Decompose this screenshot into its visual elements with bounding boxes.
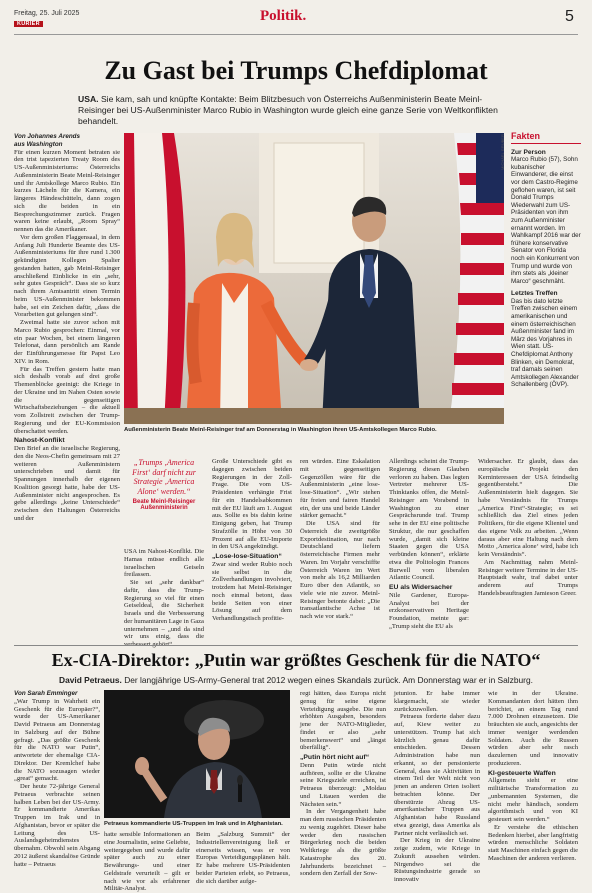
article2-lead: [0, 675, 592, 685]
article2-column-4: [300, 690, 386, 878]
article2-column-1: [14, 690, 100, 868]
paragraph: Die USA sind für Österreich die zweitgrößte Exportdestination, nur nach Deutschland liefern österreichische Firmen mehr Waren. Im Vorjahr verschiffte Österreich Waren im Wert von mehr als 16,2 Milliarden Euro über den Atlantik, so viele wie nie zuvor. Meinl-Reisinger betonte dabei: „Die transatlantische Achse ist nach wie vor stark.“: [300, 520, 380, 620]
paragraph: Für einen kurzen Moment betraten sie den trist tapezierten Treaty Room des US-Außenministeriums: Österreichs Außenministerin Beate Meinl-Reisinger und ihr Amtskollege Marco Rubio. Ein kurzes Lächeln für die Kamera, ein längeres Händeschütteln, dann zogen sich die beiden in ein Besprechungszimmer zurück. Fragen waren keine erlaubt, „Room Spray“ nennen das die Amerikaner.: [14, 148, 120, 233]
article2-lead-tag: David Petraeus.: [59, 675, 122, 685]
issue-date: Freitag, 25. Juli 2025: [14, 10, 80, 17]
petraeus-photo-caption: Petraeus kommandierte US-Truppen im Irak und in Afghanistan.: [104, 821, 283, 827]
paragraph: hatte sensible Informationen an eine Journalistin, seine Geliebte, weitergegeben und wurde dafür später auch zu einer Bewährungs- und einer Geldstrafe verurteilt – gilt er nach wie vor als erfahrener Militär-Analyst.: [104, 831, 190, 893]
paragraph: regt hätten, dass Europa nicht genug für seine eigene Verteidigung ausgebe. Die nun erhöhten Ausgaben, besonders jene der NATO-Mitglieder, findet er also „sehr bemerkenswert“ und „längst überfällig“.: [300, 690, 386, 752]
article2-byline: Von Sarah Emminger: [14, 690, 78, 697]
quote-text: „Trumps ‚America First‘ darf nicht zur Strategie ‚America Alone‘ werden.“: [132, 458, 196, 496]
paragraph: Denn Putin würde nicht aufhören, sollte er die Ukraine seine Kriegsziele erreichen, ist Petraeus überzeugt: „Moldau und Litauen werden die Nächsten sein.“: [300, 761, 386, 808]
article2-column-3: [196, 831, 290, 885]
header-rule: [14, 34, 578, 35]
facts-text-person: Marco Rubio (57), Sohn kubanischer Einwanderer, die einst vor dem Castro-Regime geflohen waren, ist seit Donald Trumps Wiederwahl zum US-Präsidenten von ihm zum Außenminister ernannt worden. Im Wahlkampf 2016 war der frühere konservative Senator von Florida noch ein Konkurrent von Trump und wurde von ihm stets als „kleiner Marco“ geschmäht.: [511, 156, 581, 285]
photo-credit: MICHAEL GRUBER: [500, 134, 505, 170]
page-number: 5: [565, 8, 574, 25]
paragraph: Zweimal hatte sie zuvor schon mit Marco Rubio gesprochen: Einmal, vor ein paar Wochen, bei einem längeren Telefonat, dann persönlich am Rande der Einführungsmesse für Papst Leo XIV. in Rom.: [14, 319, 120, 365]
petraeus-photo: [104, 690, 290, 818]
facts-heading-person: Zur Person: [511, 148, 546, 156]
paragraph: Für das Treffen gestern hatte man sich deshalb vorab auf drei große Themenblöcke geeinigt: die Kriege in der Ukraine und im Nahen Osten sowie die gegenseitigen Wirtschaftsbeziehungen – die aktuell vom Zollstreit zwischen der Trump-Regierung und der EU-Kommission überschattet werden.: [14, 365, 120, 435]
paragraph: Er verstehe die ethischen Bedenken hierbei, aber langfristig würden menschliche Soldaten statt Maschinen einfach gegen die Maschinen der anderen verlieren.: [488, 823, 578, 862]
main-photo: [124, 133, 504, 424]
article2-lead-text: Der langjährige US-Army-General trat 2012 wegen eines Skandals zurück. Am Donnerstag war er in Salzburg.: [124, 675, 533, 685]
lead-paragraph: [78, 94, 518, 127]
paragraph: Sie sei „sehr dankbar“ dafür, dass die Trump-Regierung so viel für einen Geiseldeal, die Sicherheit Israels und die Verbesserung der humanitären Lage in Gaza unternehmen – „und da sind wir uns einig, dass die: [124, 579, 204, 641]
lead-text: Sie kam, sah und knüpfte Kontakte: Beim Blitzbesuch von Österreichs Außenministerin Beate Meinl-Reisinger bei US-Außenminister Marco Rubio in Washington wurde gleich eine ganze Serie von Weltkonflikten behandelt.: [78, 94, 498, 126]
paragraph: Vor dem großen Flaggensaal, in dem Anfang Juli Hunderte Beamte des US-Außenministeriums für ihre rund 1.300 gekündigten Kollegen Spalier gestanden hatten, gab Meinl-Reisinger anschließend Einblicke in ein „sehr, sehr gutes Gespräch“. Dass sie so kurz nach ihrem Amtsantritt einen Termin beim US-Außenminister bekommen habe, sei ein Zeichen dafür, „dass die Vorarbeiten gut gelungen sind“.: [14, 233, 120, 319]
article2-column-5: [394, 690, 480, 883]
paragraph: Große Unterschiede gibt es dagegen zwischen beiden Regierungen in der Zoll-Frage. Die vom US-Präsidenten verhängte Frist für ein Handelsabkommen mit der EU läuft am 1. August aus. Sollte es bis dahin keine Einigung geben, hat Trump Strafzölle in Höhe von 30 Prozent auf alle EU-Importe in den USA angekündigt.: [212, 458, 292, 551]
article1-column-5: [389, 458, 469, 638]
article1-column-6: [478, 458, 578, 638]
paragraph: Am Nachmittag nahm Meinl-Reisinger weitere Termine in der US-Hauptstadt wahr, traf dabei unter anderem auf Trumps Handelsbeauftragten Jamieson Greer.: [478, 558, 578, 597]
brand-badge: KURIER: [14, 21, 43, 27]
facts-title: Fakten: [511, 133, 581, 144]
paragraph: Den Brief an die israelische Regierung, den die Neos-Chefin gemeinsam mit 27 weiteren Außenministern unterschrieben und damit für Spannungen innerhalb der eigenen Koalition gesorgt hatte, habe der US-Außenminister nicht angesprochen. Es gebe allerdings „keine Unterschiede“ zwischen den Haltungen Österreichs und der: [14, 445, 120, 522]
paragraph: Widersacher. Er glaubt, dass das europäische Projekt den Kerninteressen der USA feindselig gegenübersteht.“ Die Außenministerin hielt dagegen. Sie habe Verständnis für Trumps „America First“-Strategie; es sei schließlich das Ziel eines jeden Politikers, für die eigene Klientel und das eigene Volk zu arbeiten. „Wenn daraus aber eine Haltung nach dem Motto ‚America alone‘ wird, habe ich kein Verständnis“.: [478, 458, 578, 558]
paragraph: Allgemein sieht er eine militärische Transformation zu „unbemannten Systemen, die nicht mehr händisch, sondern algorithmisch und von KI gesteuert sein werden.“: [488, 777, 578, 823]
article-divider: [14, 645, 578, 646]
pull-quote: [124, 458, 204, 511]
subheading: Nahost-Konflikt: [14, 437, 65, 445]
photo-petraeus: [104, 690, 290, 818]
facts-text-meeting: Das bis dato letzte Treffen zwischen einem amerikanischen und einem österreichischen Außenminister fand im März des Vorjahres in Wien statt. US-Chefdiplomat Anthony Blinken, ein Demokrat, traf damals seinen Amtskollegen Alexander Schallenberg (ÖVP).: [511, 297, 579, 389]
article1-column-2: [124, 548, 204, 641]
subheading: „Putin hört nicht auf“: [300, 754, 370, 761]
byline-author: Von Johannes Arends: [14, 133, 81, 140]
paragraph: jetunion. Er habe immer klargemacht, sie wieder zurückzuwollen.: [394, 690, 480, 713]
paragraph: Petraeus forderte daher dazu auf, Kiew weiter zu unterstützen. Trump hat sich kürzlich genau dafür entschieden. Dessen Administration habe nun erkannt, so der pensionierte General, dass sie Aktivitäten in einem Teil der Welt nicht von jenen an anderen Orten isoliert betrachten könne. Der überstürzte Abzug US-amerikanischer Truppen aus Afghanistan habe Russland etwa gezeigt, dass Amerika als Partner nicht verlässlich sei.: [394, 713, 480, 837]
byline-location: aus Washington: [14, 140, 63, 148]
article2-headline: Ex-CIA-Direktor: „Putin war größtes Geschenk für die NATO“: [51, 650, 541, 670]
paragraph: wie in der Ukraine. Kommandanten dort hätten ihm berichtet, an einem Tag rund 7.000 Drohnen einzusetzen. Die bräuchten sie auch, angesichts der immer weniger werdenden Soldaten. Auch die Russen würden aber sehr rasch dazulernen und innovativ produzieren.: [488, 690, 578, 767]
paragraph: In der Vergangenheit habe man dem russischen Präsidenten zu wenig zugehört. Dieser habe weder den russischen Bürgerkrieg noch die beiden Weltkriege als die größte Katastrophe des 20. Jahrhunderts bezeichnet – sondern den Zerfall der Sow-: [300, 808, 386, 878]
photo-rubio-meinl-reisinger: [124, 133, 504, 424]
facts-box: [511, 133, 581, 431]
facts-heading-meeting: Letztes Treffen: [511, 290, 558, 298]
paragraph: Allerdings scheint die Trump-Regierung diesen Glauben verloren zu haben. Das legten Vertreter mehrerer US-Thinktanks offen, die Meinl-Reisinger am Vorabend in Washington zu einer Gesprächsrunde traf. Trump sehe in der EU eine politische Struktur, die nur geschaffen wurde, „damit sich kleine Staaten gegen die USA verbünden können“, erklärte etwa die Politologin Frances Burwell vom liberalen Atlantic Council.: [389, 458, 469, 582]
paragraph: Der heute 72-jährige General Petraeus verbrachte seinen halben Leben bei der US-Army. Er kommandierte Amerikas Truppen im Irak und in Afghanistan, bevor er später die Leitung des US-Auslandsgeheimdienstes übernahm. Obwohl sein Abgang 2012 äußerst skandalöse Gründe hatte – Petraeus: [14, 783, 100, 868]
subheading: EU als Widersacher: [389, 584, 453, 591]
paragraph: ren würden. Eine Eskalation mit gegenseitigen Gegenzöllen wäre für die Außenministerin „eine lose-lose-Situation“. „Wir stehen für freien und fairen Handel ein, der uns und beide Länder stärker gemacht.“: [300, 458, 380, 520]
article1-column-3: [212, 458, 292, 638]
article1-column-1: [14, 133, 120, 553]
section-title: Politik.: [260, 8, 307, 24]
quote-author: Beate Meinl-Reisinger: [132, 499, 196, 505]
quote-role: Außenministerin: [140, 505, 188, 511]
article2-column-2: [104, 831, 190, 893]
subheading: KI-gesteuerte Waffen: [488, 769, 556, 777]
lead-tag: USA.: [78, 94, 99, 104]
paragraph: Nile Gardener, Europa-Analyst bei der erzkonservativen Heritage Foundation, meinte gar: „Trump sieht die EU als: [389, 591, 469, 630]
subheading: „Lose-lose-Situation“: [212, 553, 282, 560]
paragraph: Zwar sind weder Rubio noch sie selbst in die Zollverhandlungen involviert, trotzdem hat Meinl-Reisinger noch einmal betont, dass beide Seiten von einer Lösung auf dem Verhandlungstisch profitie-: [212, 560, 292, 622]
article1-column-4: [300, 458, 380, 638]
paragraph: USA im Nahost-Konflikt. Die Hamas müsse endlich alle israelischen Geiseln freilassen.: [124, 548, 204, 579]
main-headline: Zu Gast bei Trumps Chefdiplomat: [104, 56, 488, 85]
paragraph: Beim „Salzburg Summit“ der Industriellenvereinigung ließ er einerseits wissen, was er von Europas Verteidigungsplänen hält. Er habe mehrere US-Präsidenten beider Parteien erlebt, so Petraeus, die sich darüber aufge-: [196, 831, 290, 885]
article2-column-6: [488, 690, 578, 868]
paragraph: „War Trump in Wahrheit ein Geschenk für die Europäer?“, wurde der US-Amerikaner David Petraeus am Donnerstag in Salzburg auf der Bühne gefragt. „Das größte Geschenk für die NATO war Putin“, antwortete der ehemalige CIA-Direktor. Der Kremlchef habe die NATO sozusagen wieder „great“ gemacht.: [14, 697, 100, 783]
photo-caption: Außenministerin Beate Meinl-Reisinger traf am Donnerstag in Washington ihren US-Amtskollegen Marco Rubio.: [124, 427, 437, 433]
paragraph: Der Krieg in der Ukraine zeige zudem, wie Kriege in Zukunft aussehen würden. Nirgendwo sei die Rüstungsindustrie gerade so innovativ: [394, 837, 480, 883]
